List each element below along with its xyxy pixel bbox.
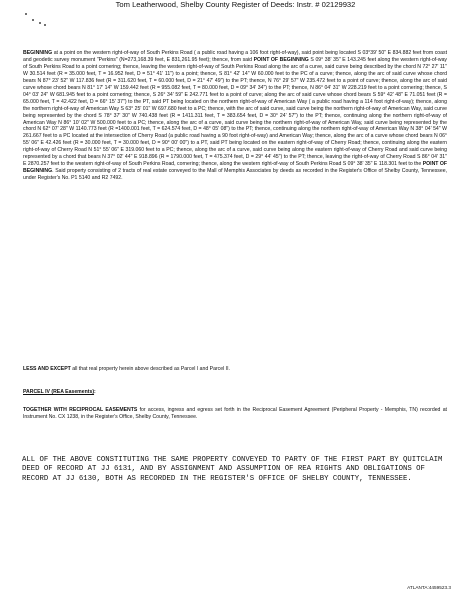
legal-text-part-2: S 09° 38' 35" E 143.245 feet along the western right-of-way of South Perkins Road to a point cornering; thence, leaving the western right-of-way of South Perkins Road along the arc of a curve, said curve being described by the chord N 72° 27' 11" W 30.514 feet (R = 35.000 feet, T = 16.952 feet, D = 51° 41' 11") to a point; thence, S 81° 42' 14" W 60.000 feet to the PC of a curve; thence, along the arc of said curve whose chord bears N 87° 23' 52" W 117.836 feet (R = 311.620 feet, T = 60.000 feet, D = 21° 47' 49") to the PT; thence, N 76° 29' 57" W 235.472 feet to a point of curve; thence, along the arc of said curve whose chord bears N 81° 17' 14" W 159.442 feet (R = 955.082 feet, T = 80.000 feet, D = 09° 34' 34") to the PT; thence, N 86° 04' 31" W 228.219 feet to a point cornering; thence, S 04° 03' 24" W 681.945 feet to a point cornering; thence, S 26° 34' 59" E 242.771 feet to a point of curve; along the arc of said curve whose chord bears S 59° 42' 48" E 71.051 feet (R = 65.000 feet, T = 42.422 feet, D = 66° 15' 37") to the PT, said PT being located on the northern right-of-way of American Way ( a public road having a 114 foot right-of-way); thence, along the northern right-of-way of American Way S 63° 25' 01" W 697.680 feet to a PC; thence, with the arc of said curve, said curve being the northern right-of-way of American Way, said curve being represented by the chord S 78° 37' 30" W 740.438 feet (R = 1411.311 feet, T = 383.654 feet, D = 30° 24' 57") to the PT; thence, continuing along the northern right-of-way of American Way N 86° 10' 02" W 500.000 feet to a PC; thence, along the arc of a curve, said curve being the northern right-of-way of American Way, said curve being represented by the chord N 62° 07' 28" W 1140.773 feet (R =1400.001 feet, T = 624.574 feet, D = 48° 05' 08") to the PT; thence, continuing along the northern right-of-way of American Way N 38° 04' 54" W 261.667 feet to a PC located at the intersection of Cherry Road (a public road having a 90 foot right-of-way) and American Way; thence, along the arc of a curve whose chord bears N 06° 55' 06" E 42.426 feet (R = 30.000 feet, T = 30.000 feet, D = 90° 00' 00") to a PT, said PT being located on the eastern right-of-way of Cherry Road; thence, continuing along the eastern right-of-way of Cherry Road N 51° 55' 06" E 319.060 feet to a PC; thence, along the arc of a curve, said curve being along the eastern right-of-way of Cherry Road and said curve being represented by a chord that bears N 37° 02' 44" E 918.896 (R = 1790.000 feet, T = 475.374 feet, D = 29° 44' 45") to the PT; thence, leaving the right-of-way of Cherry Road S 86° 04' 31" E 2870.257 feet to the western right-of-way of South Perkins Road, cornering; thence, along the western right-of-way of South Perkins Road S 09° 38' 35" E 118.301 feet to the (23, 56, 448, 168)
scan-specks (22, 10, 52, 30)
less-and-except-label: LESS AND EXCEPT (23, 366, 71, 372)
together-with-paragraph (23, 407, 447, 421)
together-with-label: TOGETHER WITH RECIPROCAL EASEMENTS (23, 407, 138, 413)
less-and-except-text: all that real property herein above described as Parcel I and Parcel II. (70, 366, 230, 372)
register-header: Tom Leatherwood, Shelby County Register of Deeds: Instr. # 02129932 (115, 0, 356, 9)
legal-text-part-3: . Said property consisting of 2 tracts of real estate conveyed to the Mall of Memphis Associates by deeds as recorded in the Register's Office of Shelby County, Tennessee, under Register's No. P1 5140 and R2 7492. (23, 168, 447, 182)
document-reference-footer: ATLANTA:4459523.3 (407, 585, 451, 590)
legal-text-part-1: at a point on the western right-of-way of South Perkins Road ( a public road having a 106 foot right-of-way), said point being located S 03°39' 50" E 834.882 feet from coast and geodetic survey monument "Perkins" (N=273,168.39 feet, E 831,261.95 feet); thence, from said (23, 50, 447, 63)
point-of-beginning-label-end: POINT OF BEGINNING (23, 161, 447, 175)
point-of-beginning-label: POINT OF BEGINNING (253, 56, 309, 63)
parcel-iv-title: PARCEL IV (REA Easements) (23, 389, 95, 395)
beginning-label: BEGINNING (23, 50, 53, 56)
parcel-iv-colon: : (94, 389, 96, 395)
typed-conveyance-note: ALL OF THE ABOVE CONSTITUTING THE SAME PROPERTY CONVEYED TO PARTY OF THE FIRST PART BY QUITCLAIM DEED OF RECORD AT JJ 6131, AND BY ASSIGNMENT AND ASSUMPTION OF REA RIGHTS AND OBLIGATIONS OF RECORD AT JJ 6130, BOTH AS RECORDED IN THE REGISTER'S OFFICE OF SHELBY COUNTY, TENNESSEE. (22, 456, 447, 483)
parcel-iv-heading (23, 389, 447, 396)
less-and-except-paragraph (23, 366, 447, 373)
together-with-text: for access, ingress and egress set forth in the Reciprocal Easement Agreement (Peripheral Property - Memphis, TN) recorded at Instrument No. CX 1238, in the Register's Office, Shelby County, Tennessee. (23, 407, 447, 420)
legal-description-paragraph (23, 50, 447, 182)
